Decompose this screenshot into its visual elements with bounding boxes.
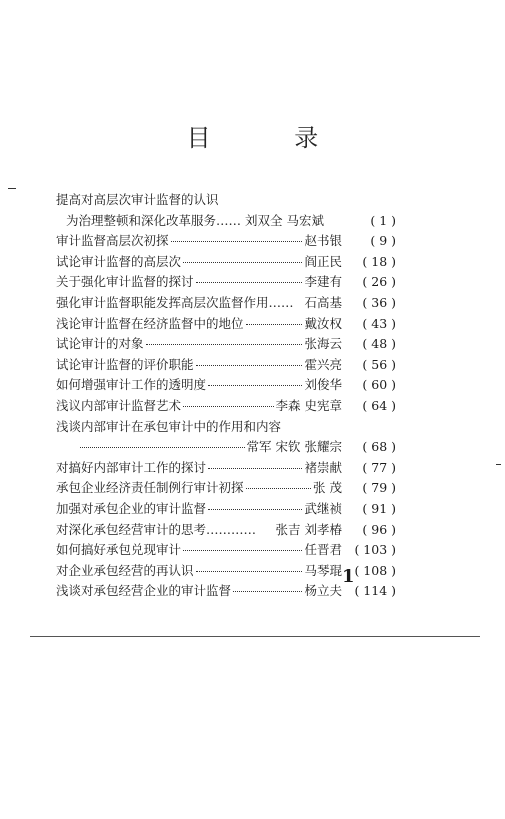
- toc-entry-page: ( 36 ): [362, 294, 396, 310]
- toc-entry-title: 试论审计的对象: [56, 336, 144, 352]
- leader-dots: [196, 353, 303, 366]
- toc-entry-author: 阎正民: [304, 253, 342, 269]
- margin-mark: [496, 464, 501, 465]
- leader-dots: [80, 435, 245, 448]
- toc-entry-page: ( 43 ): [362, 315, 396, 331]
- toc-entry: [56, 417, 396, 438]
- toc-entry-author: 杨立夫: [304, 583, 342, 599]
- toc-entry-title: 加强对承包企业的审计监督: [56, 500, 207, 516]
- toc-entry-title: 如何搞好承包兑现审计: [56, 542, 182, 558]
- toc-entry: [56, 540, 396, 561]
- toc-entry-page: ( 18 ): [362, 253, 396, 269]
- leader-dots: [246, 476, 312, 489]
- toc-entry: [56, 520, 396, 541]
- leader-dots: [196, 270, 303, 283]
- toc-entry-author: 武继祯: [304, 500, 342, 516]
- toc-entry-title: 强化审计监督职能发挥高层次监督作用……: [56, 294, 294, 310]
- toc-entry-author: 刘双全 马宏斌: [245, 212, 324, 228]
- leader-dots: [208, 373, 302, 386]
- leader-dots: [183, 538, 302, 551]
- toc-heading: [56, 190, 396, 211]
- toc-entry-title: 浅谈内部审计在承包审计中的作用和内容: [56, 418, 282, 434]
- toc-entry-title: 审计监督高层次初探: [56, 233, 169, 249]
- toc-entry-page: ( 64 ): [362, 397, 396, 413]
- leader-dots: [183, 250, 302, 263]
- leader-dots: [233, 579, 302, 592]
- toc-entry-author: 霍兴亮: [304, 356, 342, 372]
- toc-entry: [56, 458, 396, 479]
- toc-entry-author: 张 茂: [313, 480, 342, 496]
- toc-entry-title: 浅议内部审计监督艺术: [56, 397, 182, 413]
- toc-entry: [56, 252, 396, 273]
- toc-entry-author: 刘俊华: [304, 377, 342, 393]
- toc-entry: [56, 375, 396, 396]
- leader-dots: [208, 456, 302, 469]
- leader-dots: [183, 394, 274, 407]
- toc-entry-page: ( 68 ): [362, 439, 396, 455]
- toc-entry-page: ( 1 ): [370, 212, 396, 228]
- leader-dots: [196, 559, 303, 572]
- toc-entry-author: 赵书银: [304, 233, 342, 249]
- toc-entry-author: 李建有: [304, 274, 342, 290]
- table-of-contents: [56, 190, 396, 602]
- leader-dots: [246, 312, 303, 325]
- toc-entry-page: ( 79 ): [362, 480, 396, 496]
- toc-entry-page: ( 56 ): [362, 356, 396, 372]
- toc-entry-author: 张海云: [304, 336, 342, 352]
- toc-entry-page: ( 108 ): [354, 562, 396, 578]
- toc-entry-author: 石高基: [304, 294, 342, 310]
- toc-entry: [56, 437, 396, 458]
- toc-entry-title: 如何增强审计工作的透明度: [56, 377, 207, 393]
- toc-entry: [56, 334, 396, 355]
- toc-entry: [56, 211, 396, 232]
- toc-entry-title: 对搞好内部审计工作的探讨: [56, 459, 207, 475]
- margin-mark: [8, 188, 16, 189]
- page-title: 目 录: [186, 124, 357, 152]
- toc-entry-author: 任晋君: [304, 542, 342, 558]
- toc-entry: [56, 314, 396, 335]
- toc-entry-title: 为治理整顿和深化改革服务……: [66, 212, 242, 228]
- toc-entry-author: 张吉 刘孝椿: [275, 521, 342, 537]
- toc-entry-title: 浅论审计监督在经济监督中的地位: [56, 315, 244, 331]
- toc-entry: [56, 355, 396, 376]
- toc-entry-title: 承包企业经济责任制例行审计初探: [56, 480, 244, 496]
- toc-entry: [56, 272, 396, 293]
- toc-entry-page: ( 91 ): [362, 500, 396, 516]
- toc-entry: [56, 499, 396, 520]
- toc-entry-page: ( 48 ): [362, 336, 396, 352]
- toc-entry-page: ( 60 ): [362, 377, 396, 393]
- toc-entry-title: 试论审计监督的高层次: [56, 253, 182, 269]
- toc-entry-title: 浅谈对承包经营企业的审计监督: [56, 583, 232, 599]
- toc-entry-author: 戴汝权: [304, 315, 342, 331]
- leader-dots: [171, 229, 303, 242]
- toc-entry-page: ( 114 ): [354, 583, 396, 599]
- page-number: 1: [342, 566, 355, 587]
- toc-entry: [56, 231, 396, 252]
- toc-entry-author: 马琴琨: [304, 562, 342, 578]
- toc-entry-page: ( 26 ): [362, 274, 396, 290]
- toc-entry: [56, 478, 396, 499]
- toc-entry: [56, 396, 396, 417]
- toc-entry-title: 对企业承包经营的再认识: [56, 562, 194, 578]
- toc-entry-author: 李森 史宪章: [275, 397, 342, 413]
- toc-entry-page: ( 9 ): [370, 233, 396, 249]
- toc-entry-page: ( 96 ): [362, 521, 396, 537]
- toc-entry-page: ( 77 ): [362, 459, 396, 475]
- divider: [30, 636, 480, 637]
- toc-entry-author: 褚崇献: [304, 459, 342, 475]
- toc-entry-title: 关于强化审计监督的探讨: [56, 274, 194, 290]
- toc-entry-page: ( 103 ): [354, 542, 396, 558]
- toc-entry-title: 对深化承包经营审计的思考…………: [56, 521, 257, 537]
- toc-entry-author: 常军 宋钦 张耀宗: [246, 439, 342, 455]
- toc-entry-title: 提高对高层次审计监督的认识: [56, 192, 219, 207]
- leader-dots: [208, 497, 302, 510]
- leader-dots: [146, 332, 303, 345]
- toc-entry-title: 试论审计监督的评价职能: [56, 356, 194, 372]
- toc-entry: [56, 293, 396, 314]
